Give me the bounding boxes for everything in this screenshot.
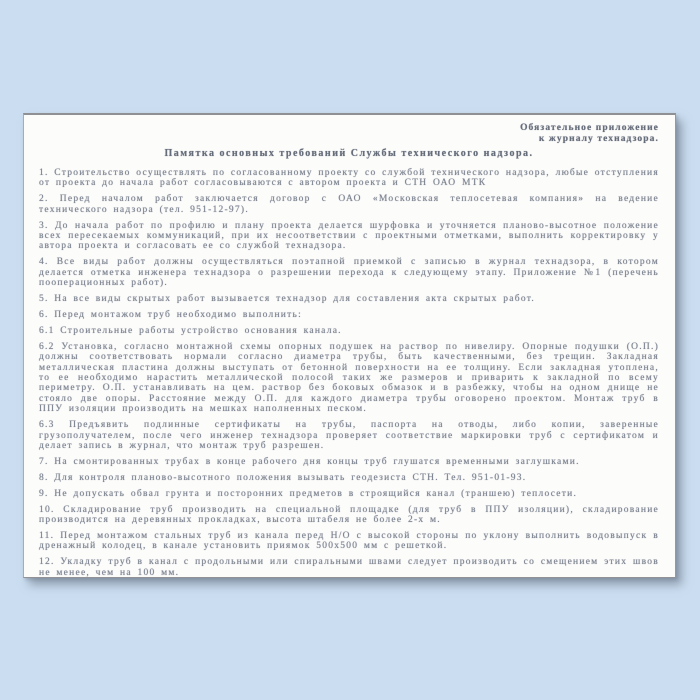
document-title: Памятка основных требований Службы технического надзора. xyxy=(164,148,534,159)
corner-note-line-1: Обязательное приложение xyxy=(520,123,659,133)
corner-note-line-2: к журналу технадзора. xyxy=(538,133,659,144)
doc-paragraph-11: 11. Перед монтажом стальных труб из канала перед Н/О с высокой стороны по уклону выполнить водовыпуск в дренажный колодец, в канале установить приямок 500х500 мм с решеткой. xyxy=(39,530,659,552)
document-page xyxy=(23,113,676,578)
doc-paragraph-8: 8. Для контроля планово-высотного положения вызывать геодезиста СТН. Тел. 951-01-93. xyxy=(39,472,527,483)
doc-paragraph-5: 5. На все виды скрытых работ вызывается технадзор для составления акта скрытых работ. xyxy=(39,294,536,305)
doc-paragraph-9: 9. Не допускать обвал грунта и посторонних предметов в строящийся канал (траншею) теплосети. xyxy=(39,488,578,499)
doc-paragraph-2: 2. Перед началом работ заключается договор с ОАО «Московская теплосетевая компания» на ведение технического надзора (тел. 951-12-97). xyxy=(39,194,659,215)
doc-paragraph-12: 12. Укладку труб в канал с продольными или спиральными швами следует производить со смещением этих швов не менее, чем на 100 мм. xyxy=(39,557,659,578)
corner-note xyxy=(39,123,659,144)
doc-paragraph-1: 1. Строительство осуществлять по согласованному проекту со службой технического надзора, любые отступления от проекта до начала работ согласовываются с автором проекта и СТН ОАО МТК xyxy=(39,168,659,189)
doc-paragraph-6-3: 6.3 Предъявить подлинные сертификаты на трубы, паспорта на отводы, либо копии, заверенные грузополучателем, после чего инженер технадзора проверяет соответствие маркировки труб с сертификатом и делает запись в журнал, что монтаж труб разрешен. xyxy=(39,420,659,451)
doc-paragraph-6: 6. Перед монтажом труб необходимо выполнить: xyxy=(39,309,303,320)
doc-paragraph-7: 7. На смонтированных трубах в конце рабочего дня концы труб глушатся временными заглушками. xyxy=(39,456,580,467)
doc-paragraph-4: 4. Все виды работ должны осуществляться поэтапной приемкой с записью в журнал технадзора, в котором делается отметка инженера технадзора о разрешении перехода к следующему этапу. Приложение №1 (перечень пооперационных работ). xyxy=(39,257,659,289)
doc-paragraph-6-2: 6.2 Установка, согласно монтажной схемы опорных подушек на раствор по нивелиру. Опорные подушки (О.П.) должны соответствовать нормали согласно диаметра трубы, быть качественными, без трещин. Закладная металлическая пластина должны выступать от бетонной поверхности на ее толщину. Если закладная утоплена, то ее необходимо нарастить металлической полосой таких же размеров и приварить к закладной по всему периметру. О.П. устанавливать на цем. раствор без боковых обмазок и в разбежку, чтобы на одном днище не стояло две опоры. Расстояние между О.П. для каждого диаметра трубы оговорено проектом. Монтаж труб в ППУ изоляции производить на мешках наполненных песком. xyxy=(39,341,659,415)
doc-paragraph-3: 3. До начала работ по профилю и плану проекта делается шурфовка и уточняется планово-высотное положение всех пересекаемых коммуникаций, при их несоответствии с проектными отметками, выполнить корректировку у автора проекта и согласовать ее со службой технадзора. xyxy=(39,220,659,252)
doc-paragraph-6-1: 6.1 Строительные работы устройство основания канала. xyxy=(39,325,342,336)
doc-paragraph-10: 10. Складирование труб производить на специальной площадке (для труб в ППУ изоляции), складирование производится на деревянных прокладках, высота штабеля не более 2-х м. xyxy=(39,504,659,525)
